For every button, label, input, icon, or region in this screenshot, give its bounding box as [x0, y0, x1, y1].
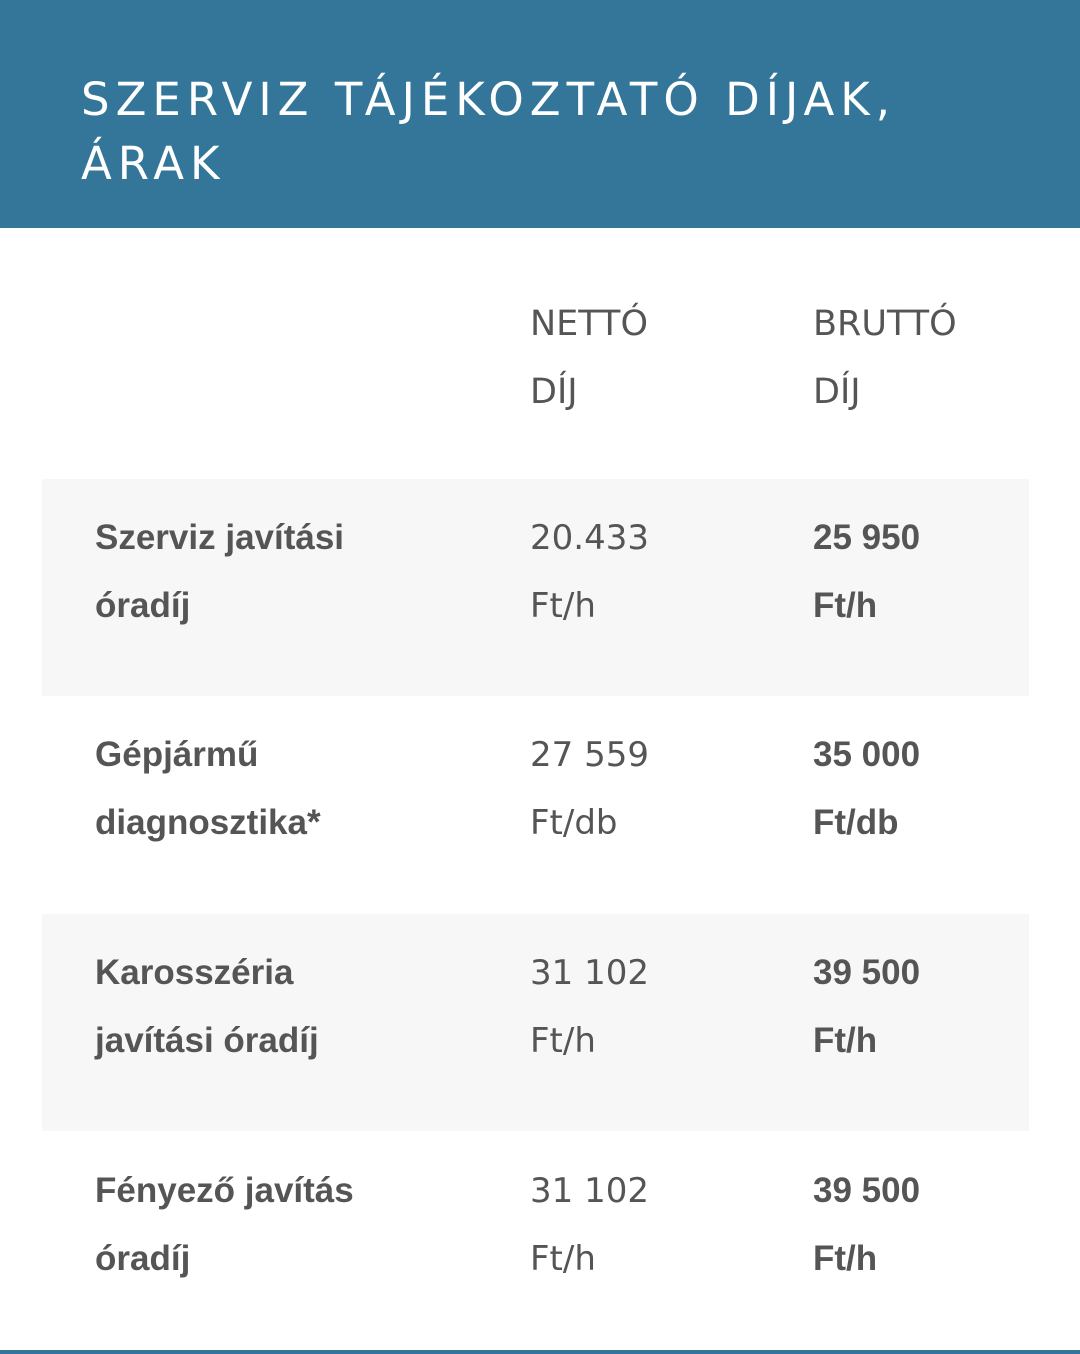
- gross-price-unit: Ft/h: [813, 1239, 878, 1278]
- service-label-line1: Fényező javítás: [95, 1171, 354, 1210]
- net-price: [530, 1157, 750, 1293]
- service-label: [95, 504, 415, 640]
- gross-price-value: 25 950: [813, 518, 921, 557]
- gross-price-unit: Ft/h: [813, 586, 878, 625]
- table-row: [42, 914, 1029, 1131]
- service-label: [95, 721, 415, 857]
- net-price: [530, 504, 750, 640]
- table-row: [42, 1132, 1029, 1349]
- net-price-value: 31 102: [530, 1171, 649, 1211]
- table-row: [42, 479, 1029, 696]
- column-header-brutto-line2: DÍJ: [813, 372, 861, 412]
- net-price-unit: Ft/h: [530, 1239, 596, 1279]
- service-label-line2: javítási óradíj: [95, 1021, 319, 1060]
- service-label: [95, 1157, 415, 1293]
- net-price-unit: Ft/h: [530, 1021, 596, 1061]
- service-label-line2: óradíj: [95, 1239, 191, 1278]
- gross-price-unit: Ft/db: [813, 803, 899, 842]
- net-price: [530, 939, 750, 1075]
- service-label-line1: Szerviz javítási: [95, 518, 345, 557]
- net-price-value: 31 102: [530, 953, 649, 993]
- page-title: SZERVIZ TÁJÉKOZTATÓ DÍJAK, ÁRAK: [81, 73, 897, 190]
- gross-price-value: 35 000: [813, 735, 921, 774]
- gross-price-value: 39 500: [813, 1171, 921, 1210]
- service-label-line2: diagnosztika*: [95, 803, 321, 842]
- service-label-line1: Karosszéria: [95, 953, 294, 992]
- service-label: [95, 939, 415, 1075]
- net-price-unit: Ft/db: [530, 803, 618, 843]
- service-label-line1: Gépjármű: [95, 735, 259, 774]
- gross-price: [813, 504, 1023, 640]
- net-price: [530, 721, 750, 857]
- gross-price-value: 39 500: [813, 953, 921, 992]
- gross-price: [813, 939, 1023, 1075]
- table-row: [42, 696, 1029, 913]
- net-price-unit: Ft/h: [530, 586, 596, 626]
- column-header-netto: [530, 290, 720, 426]
- net-price-value: 20.433: [530, 518, 649, 558]
- gross-price-unit: Ft/h: [813, 1021, 878, 1060]
- column-header-netto-line2: DÍJ: [530, 372, 578, 412]
- gross-price: [813, 721, 1023, 857]
- net-price-value: 27 559: [530, 735, 649, 775]
- bottom-divider: [0, 1350, 1080, 1354]
- page-header: [0, 0, 1080, 228]
- column-header-brutto: [813, 290, 1003, 426]
- gross-price: [813, 1157, 1023, 1293]
- service-label-line2: óradíj: [95, 586, 191, 625]
- column-header-netto-line1: NETTÓ: [530, 304, 648, 344]
- column-header-brutto-line1: BRUTTÓ: [813, 304, 957, 344]
